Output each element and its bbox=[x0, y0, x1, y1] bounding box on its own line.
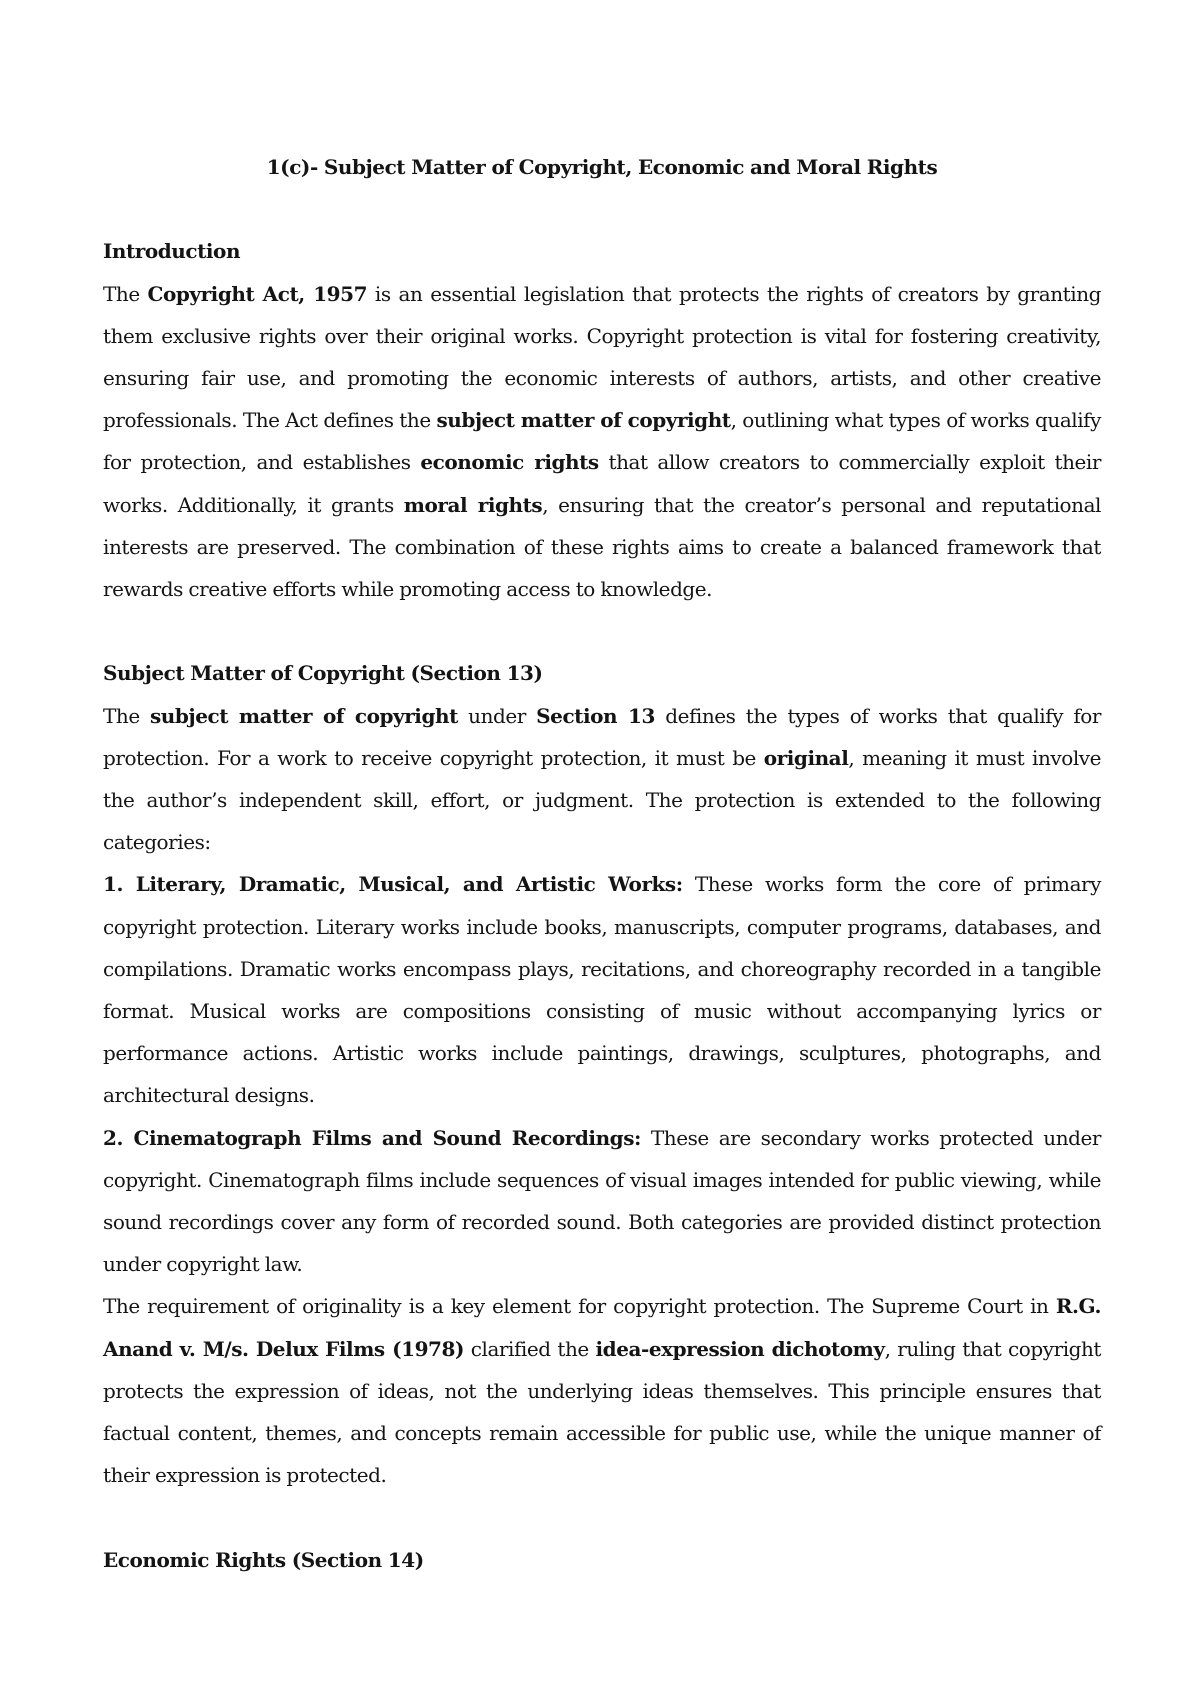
introduction-paragraph bbox=[103, 273, 1101, 611]
bold-term: economic rights bbox=[420, 450, 599, 475]
list-item-text: These works form the core of primary copyright protection. Literary works include books, manuscripts, computer programs, databases, and compilations. Dramatic works encompass plays, recitations, and choreography recorded in a tangible format. Musical works are compositions consisting of music without accompanying lyrics or performance actions. Artistic works include paintings, drawings, sculptures, photographs, and architectural designs. bbox=[103, 872, 1101, 1108]
text-run: The requirement of originality is a key element for copyright protection. The Supreme Court in bbox=[103, 1294, 1056, 1319]
case-citation: R.G. Anand v. M/s. Delux Films (1978) bbox=[103, 1294, 1101, 1361]
text-run: under bbox=[457, 703, 537, 728]
document-title: 1(c)- Subject Matter of Copyright, Economic and Moral Rights bbox=[266, 155, 938, 179]
text-run: , outlining what types of works qualify for protection, and establishes bbox=[103, 408, 1101, 475]
bold-term: subject matter of copyright bbox=[436, 408, 731, 433]
section-heading-introduction: Introduction bbox=[103, 239, 241, 264]
text-run: , ruling that copyright protects the expression of ideas, not the underlying ideas themselves. This principle ensures that factual content, themes, and concepts remain accessible for public use, while the unique manner of their expression is protected. bbox=[103, 1336, 1102, 1488]
document-body bbox=[103, 146, 1101, 1581]
text-run: The bbox=[103, 281, 148, 306]
paragraph-spacer bbox=[103, 610, 1101, 652]
bold-term: Section 13 bbox=[536, 703, 655, 728]
paragraph-spacer bbox=[103, 1496, 1101, 1538]
bold-term: moral rights bbox=[403, 492, 543, 517]
text-run: , meaning it must involve the author’s independent skill, effort, or judgment. The protection is extended to the following categories: bbox=[103, 745, 1101, 855]
bold-term: subject matter of copyright bbox=[150, 703, 458, 728]
list-item-text: These are secondary works protected under copyright. Cinematograph films include sequences of visual images intended for public viewing, while sound recordings cover any form of recorded sound. Both categories are provided distinct protection under copyright law. bbox=[103, 1125, 1101, 1277]
list-item-literary-works bbox=[103, 863, 1101, 1116]
section-heading-subject-matter: Subject Matter of Copyright (Section 13) bbox=[103, 661, 543, 686]
originality-paragraph bbox=[103, 1285, 1101, 1496]
subject-matter-paragraph bbox=[103, 695, 1101, 864]
bold-term: original bbox=[763, 745, 849, 770]
bold-term: Copyright Act, 1957 bbox=[147, 281, 368, 306]
bold-term: idea-expression dichotomy bbox=[595, 1336, 885, 1361]
section-heading-economic-rights: Economic Rights (Section 14) bbox=[103, 1547, 424, 1572]
list-item-cinematograph-films bbox=[103, 1117, 1101, 1286]
list-item-title: 2. Cinematograph Films and Sound Recordings: bbox=[103, 1125, 641, 1150]
text-run: , ensuring that the creator’s personal and reputational interests are preserved. The combination of these rights aims to create a balanced framework that rewards creative efforts while promoting access to knowledge. bbox=[103, 492, 1101, 602]
text-run: defines the types of works that qualify for protection. For a work to receive copyright protection, it must be bbox=[103, 703, 1101, 770]
text-run: that allow creators to commercially exploit their works. Additionally, it grants bbox=[103, 450, 1101, 517]
text-run: clarified the bbox=[463, 1336, 596, 1361]
text-run: is an essential legislation that protects the rights of creators by granting them exclusive rights over their original works. Copyright protection is vital for fostering creativity, ensuring fair use, and promoting the economic interests of authors, artists, and other creative professionals. The Act defines the bbox=[103, 281, 1101, 433]
text-run: The bbox=[103, 703, 150, 728]
list-item-title: 1. Literary, Dramatic, Musical, and Artistic Works: bbox=[103, 872, 683, 897]
